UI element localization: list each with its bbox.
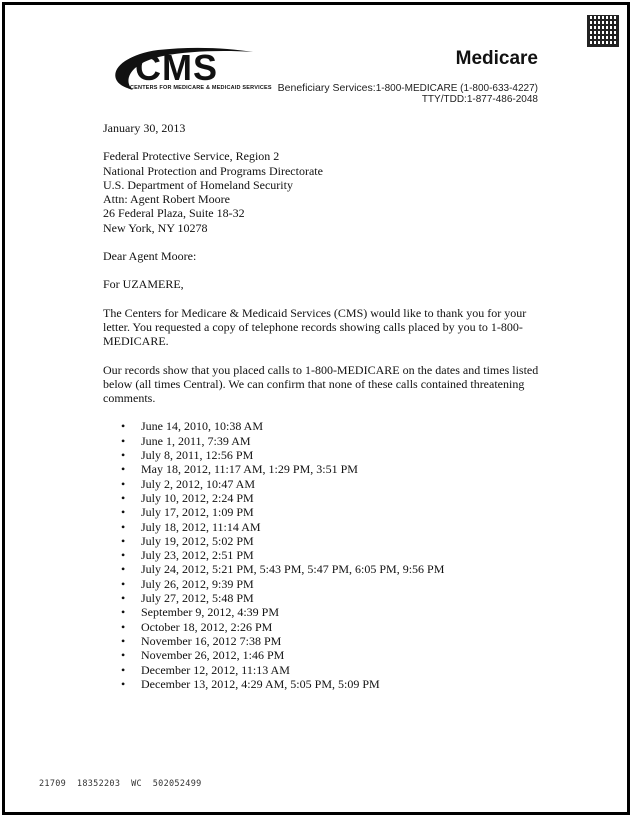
list-item: • July 19, 2012, 5:02 PM <box>103 534 543 548</box>
beneficiary-numbers: 1-800-MEDICARE (1-800-633-4227) <box>375 83 538 94</box>
list-item: • May 18, 2012, 11:17 AM, 1:29 PM, 3:51 PM <box>103 462 543 476</box>
list-item: • June 14, 2010, 10:38 AM <box>103 419 543 433</box>
list-item: • July 23, 2012, 2:51 PM <box>103 548 543 562</box>
list-item: • July 18, 2012, 11:14 AM <box>103 520 543 534</box>
medicare-brand: Medicare <box>455 48 538 69</box>
cms-logo-subtitle: CENTERS FOR MEDICARE & MEDICAID SERVICES <box>130 85 272 91</box>
list-item: • September 9, 2012, 4:39 PM <box>103 605 543 619</box>
tty-number: TTY/TDD:1-877-486-2048 <box>421 94 538 105</box>
list-item: • June 1, 2011, 7:39 AM <box>103 434 543 448</box>
address-line: Federal Protective Service, Region 2 <box>103 149 280 164</box>
beneficiary-label: Beneficiary Services: <box>277 82 376 94</box>
list-item: • July 27, 2012, 5:48 PM <box>103 591 543 605</box>
call-list <box>103 419 543 691</box>
address-line: Attn: Agent Robert Moore <box>103 192 230 207</box>
list-item: • December 13, 2012, 4:29 AM, 5:05 PM, 5:09 PM <box>103 677 543 691</box>
letter-date: January 30, 2013 <box>103 121 186 135</box>
regarding-line: For UZAMERE, <box>103 277 184 292</box>
address-line: National Protection and Programs Directorate <box>103 163 323 178</box>
document-footer-code: 21709 18352203 WC 502052499 <box>39 779 202 789</box>
recipient-address <box>103 149 543 235</box>
list-item: • July 2, 2012, 10:47 AM <box>103 477 543 491</box>
list-item: • December 12, 2012, 11:13 AM <box>103 663 543 677</box>
cms-logo-text: CMS <box>135 47 218 88</box>
qr-code-icon <box>587 15 619 47</box>
list-item: • July 17, 2012, 1:09 PM <box>103 505 543 519</box>
list-item: • July 24, 2012, 5:21 PM, 5:43 PM, 5:47 PM, 6:05 PM, 9:56 PM <box>103 562 543 576</box>
list-item: • November 16, 2012 7:38 PM <box>103 634 543 648</box>
contact-info <box>278 83 538 105</box>
list-item: • November 26, 2012, 1:46 PM <box>103 648 543 662</box>
address-line: New York, NY 10278 <box>103 220 208 235</box>
address-line: 26 Federal Plaza, Suite 18-32 <box>103 206 245 221</box>
list-item: • October 18, 2012, 2:26 PM <box>103 620 543 634</box>
address-line: U.S. Department of Homeland Security <box>103 177 293 192</box>
list-item: • July 26, 2012, 9:39 PM <box>103 577 543 591</box>
paragraph-records: Our records show that you placed calls to 1-800-MEDICARE on the dates and times listed below (all times Central). We can confirm that none of these calls contained threatening comments. <box>103 362 539 406</box>
paragraph-thanks: The Centers for Medicare & Medicaid Services (CMS) would like to thank you for your letter. You requested a copy of telephone records showing calls placed by you to 1-800-MEDICARE. <box>103 305 527 349</box>
list-item: • July 10, 2012, 2:24 PM <box>103 491 543 505</box>
list-item: • July 8, 2011, 12:56 PM <box>103 448 543 462</box>
salutation: Dear Agent Moore: <box>103 249 197 264</box>
letter-body <box>103 121 543 691</box>
